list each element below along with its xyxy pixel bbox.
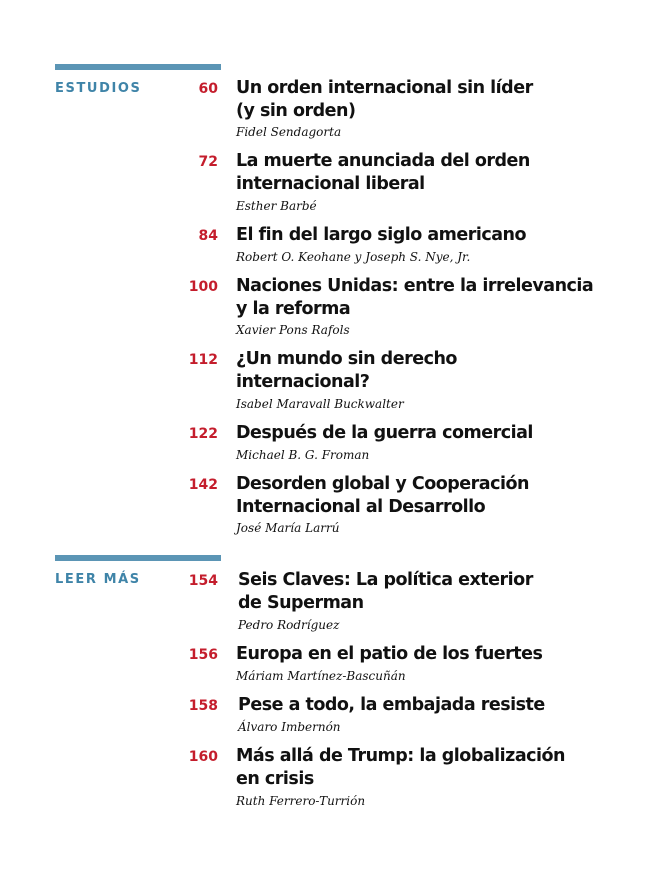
section-rule [55,555,221,561]
article-author: Ruth Ferrero-Turrión [236,794,366,808]
article-title: Después de la guerra comercial [236,423,533,443]
article-author: José María Larrú [236,521,340,535]
article-author: Esther Barbé [236,199,317,213]
article-title: Pese a todo, la embajada resiste [238,695,545,715]
section-label: ESTUDIOS [55,81,142,96]
page-number: 156 [188,647,218,663]
article-title: Más allá de Trump: la globalización en crisis [236,746,566,789]
article-title: La muerte anunciada del orden internacional liberal [236,151,530,194]
page-number: 72 [198,154,218,170]
article-author: Álvaro Imbernón [238,720,341,734]
page-number: 142 [188,477,218,493]
article-title: Desorden global y Cooperación Internacional al Desarrollo [236,474,529,517]
article-author: Robert O. Keohane y Joseph S. Nye, Jr. [236,250,471,264]
page-number: 158 [188,698,218,714]
article-author: Isabel Maravall Buckwalter [236,397,404,411]
article-author: Xavier Pons Rafols [236,323,350,337]
page-number: 84 [198,228,218,244]
article-author: Michael B. G. Froman [236,448,370,462]
article-title: El fin del largo siglo americano [236,225,527,245]
page-number: 60 [198,81,218,97]
article-author: Máriam Martínez-Bascuñán [236,669,406,683]
page-number: 160 [188,749,218,765]
article-title: ¿Un mundo sin derecho internacional? [236,349,457,392]
section-rule [55,64,221,70]
article-title: Europa en el patio de los fuertes [236,644,543,664]
page-number: 112 [188,352,218,368]
article-title: Un orden internacional sin líder (y sin orden) [236,78,533,121]
article-title: Seis Claves: La política exterior de Superman [238,570,533,613]
article-author: Pedro Rodríguez [238,618,340,632]
page-number: 122 [188,426,218,442]
page-number: 100 [188,279,218,295]
section-label: LEER MÁS [55,572,141,587]
article-title: Naciones Unidas: entre la irrelevancia y la reforma [236,276,594,319]
page-number: 154 [188,573,218,589]
article-author: Fidel Sendagorta [236,125,342,139]
